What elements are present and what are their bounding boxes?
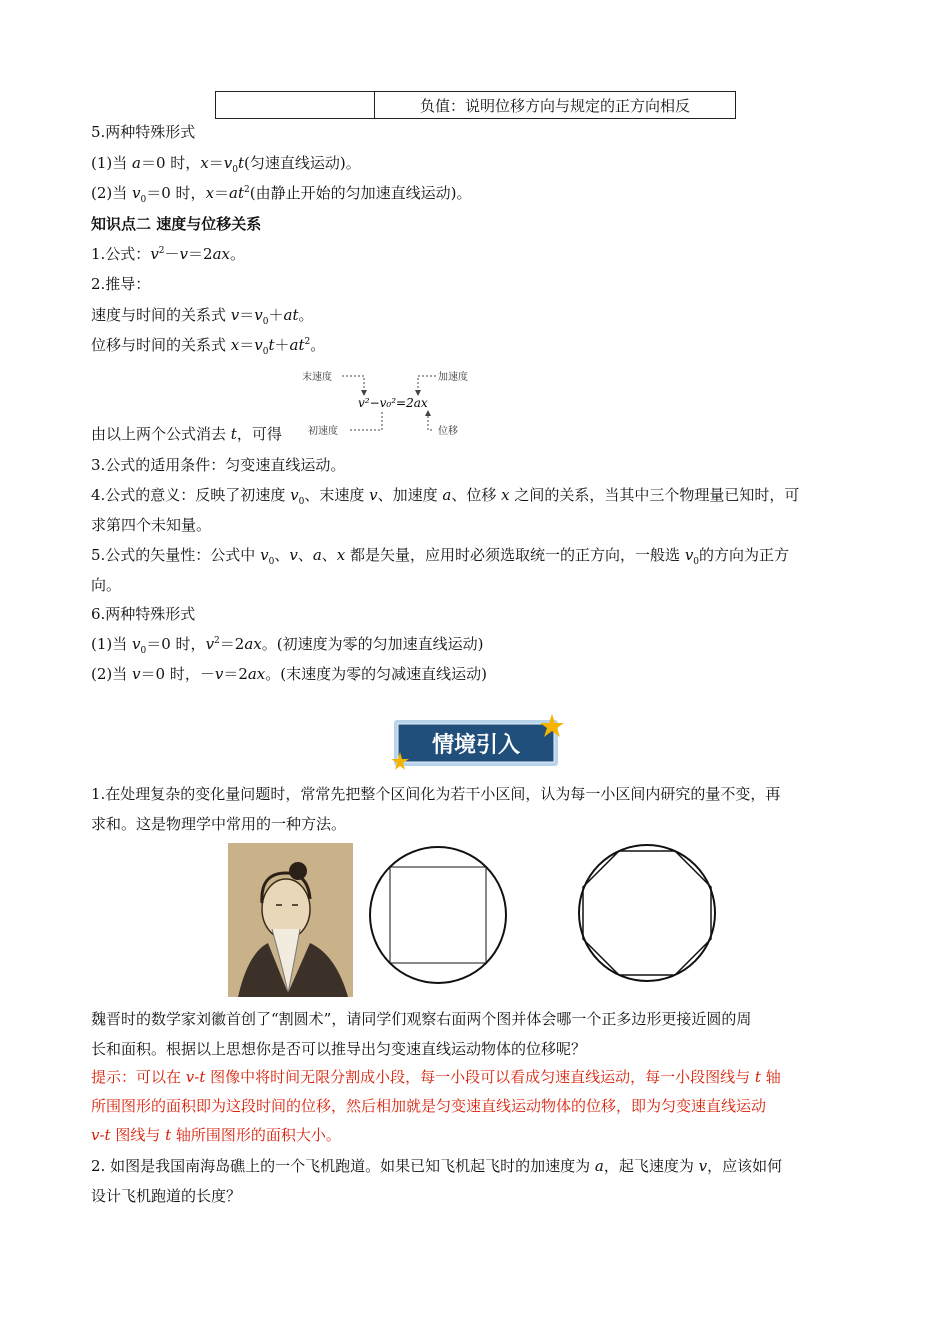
liu-hui-portrait bbox=[228, 843, 353, 997]
sec5-line1: (1)当 a＝0 时，$x=v_0t$(匀速直线运动)。 bbox=[91, 154, 361, 175]
label-final-velocity: 末速度 bbox=[302, 372, 332, 383]
sec5-line2: (2)当 $v_0=0$ 时，$x=at^2$(由静止开始的匀加速直线运动)。 bbox=[91, 184, 472, 205]
special-form-2: (2)当 v＝0 时，－v＝2ax。(末速度为零的匀减速直线运动) bbox=[91, 665, 487, 683]
table-cell-right: 负值：说明位移方向与规定的正方向相反 bbox=[375, 92, 736, 119]
displacement-time-relation: 位移与时间的关系式 $x=v_0t+at^2$。 bbox=[91, 336, 326, 357]
label-displacement: 位移 bbox=[438, 426, 458, 437]
special-forms-title: 6.两种特殊形式 bbox=[91, 605, 196, 623]
special-form-1: (1)当 $v_0=0$ 时，$v^2=2ax$。(初速度为零的匀加速直线运动) bbox=[91, 635, 484, 656]
meaning-line-2: 求第四个未知量。 bbox=[91, 516, 212, 534]
banner-title: 情境引入 bbox=[431, 733, 521, 758]
paragraph-1b: 求和。这是物理学中常用的一种方法。 bbox=[91, 815, 347, 833]
label-initial-velocity: 初速度 bbox=[308, 426, 338, 437]
diagram-equation: v²−v₀²=2ax bbox=[358, 396, 428, 410]
hint-line-3: v-t 图线与 t 轴所围图形的面积大小。 bbox=[91, 1126, 341, 1144]
section-heading-kp2: 知识点二 速度与位移关系 bbox=[91, 215, 262, 233]
question-2a: 2. 如图是我国南海岛礁上的一个飞机跑道。如果已知飞机起飞时的加速度为 a，起飞速度为 v，应该如何 bbox=[91, 1157, 783, 1175]
meaning-line-1: 4.公式的意义：反映了初速度 $v_0$、末速度 v、加速度 a、位移 x 之间的关系，当其中三个物理量已知时，可 bbox=[91, 486, 800, 507]
label-acceleration: 加速度 bbox=[438, 372, 468, 383]
vector-line-1: 5.公式的矢量性：公式中 $v_0$、v、a、x 都是矢量，应用时必须选取统一的正方向，一般选 $v_0$的方向为正方 bbox=[91, 546, 790, 567]
condition-line: 3.公式的适用条件：匀变速直线运动。 bbox=[91, 456, 346, 474]
circle-inscribed-square bbox=[368, 845, 508, 985]
circle-inscribed-octagon bbox=[577, 843, 717, 983]
derivation-title: 2.推导： bbox=[91, 275, 151, 293]
paragraph-2a: 魏晋时的数学家刘徽首创了“割圆术”，请同学们观察右面两个图并体会哪一个正多边形更接近圆的周 bbox=[91, 1010, 752, 1028]
hint-line-1: 提示：可以在 v-t 图像中将时间无限分割成小段，每一小段可以看成匀速直线运动，每一小段图线与 t 轴 bbox=[91, 1068, 781, 1086]
section-banner bbox=[392, 714, 564, 772]
question-2b: 设计飞机跑道的长度？ bbox=[91, 1187, 242, 1205]
sec5-title: 5.两种特殊形式 bbox=[91, 123, 196, 141]
velocity-time-relation: 速度与时间的关系式 $v=v_0+at$。 bbox=[91, 306, 314, 327]
eliminate-t-line: 由以上两个公式消去 t，可得 bbox=[91, 425, 282, 443]
vector-line-2: 向。 bbox=[91, 576, 122, 594]
table-cell-left bbox=[216, 92, 375, 119]
top-table bbox=[215, 91, 736, 119]
formula-diagram bbox=[300, 362, 490, 438]
paragraph-1a: 1.在处理复杂的变化量问题时，常常先把整个区间化为若干小区间，认为每一小区间内研究的量不变，再 bbox=[91, 785, 781, 803]
paragraph-2b: 长和面积。根据以上思想你是否可以推导出匀变速直线运动物体的位移呢？ bbox=[91, 1040, 587, 1058]
formula-line: 1.公式：$v^2-v=2ax$。 bbox=[91, 245, 245, 263]
hint-line-2: 所围图形的面积即为这段时间的位移，然后相加就是匀变速直线运动物体的位移，即为匀变速直线运动 bbox=[91, 1097, 767, 1115]
